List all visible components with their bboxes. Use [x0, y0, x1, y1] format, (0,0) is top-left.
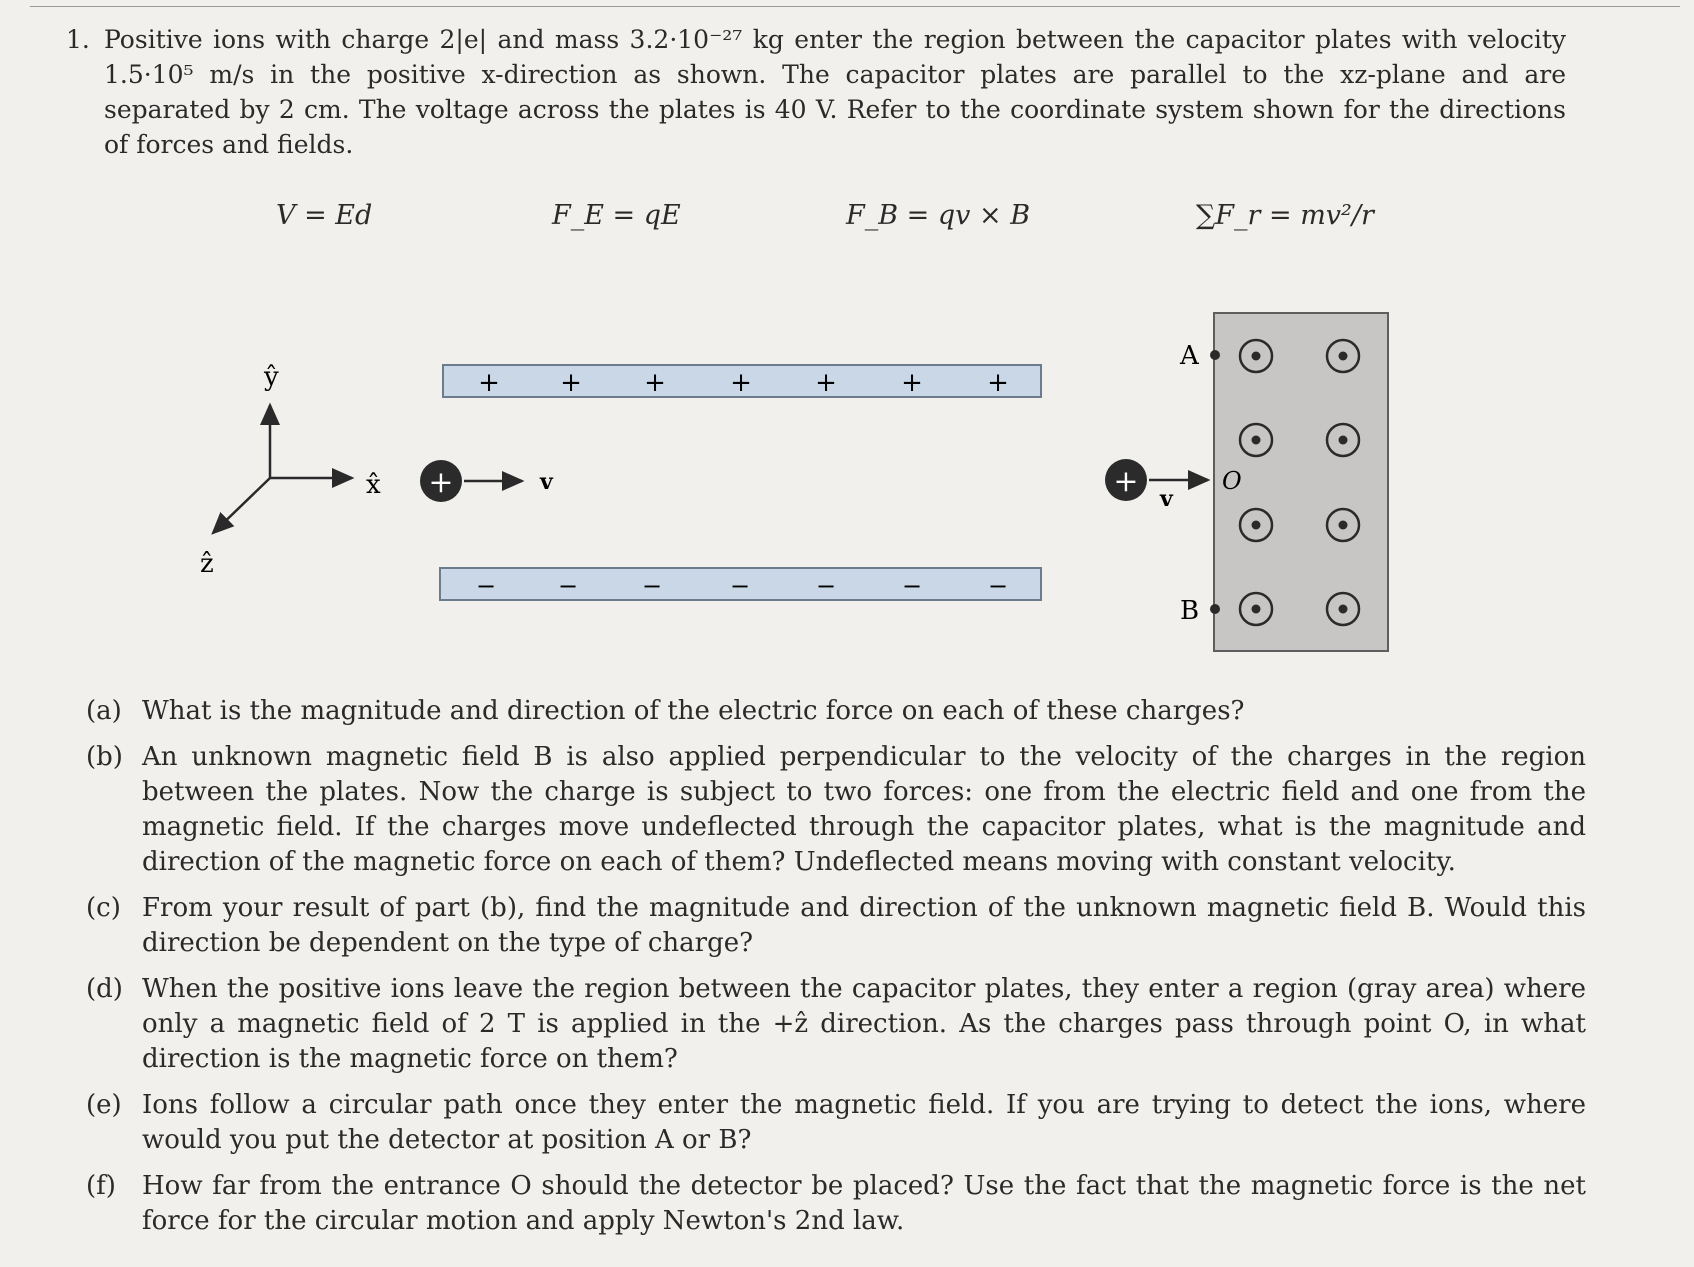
- ion-between-plates: [420, 460, 554, 502]
- minus-sign: −: [901, 572, 923, 600]
- negative-plate: [440, 568, 1041, 600]
- coordinate-axes: [200, 362, 381, 579]
- question-e: [86, 1088, 1586, 1158]
- question-b: [86, 740, 1586, 880]
- plus-sign: +: [478, 368, 500, 398]
- equation-electric-force: F_E = qE: [552, 200, 681, 231]
- axis-y-label: ŷ: [264, 362, 279, 392]
- plus-sign: +: [901, 368, 923, 398]
- minus-sign: −: [815, 572, 837, 600]
- question-text: When the positive ions leave the region between the capacitor plates, they enter a region (gray area) where only a magnetic field of 2 T is applied in the +ẑ direction. As the charges pass through point O, in what direction is the magnetic force on them?: [142, 974, 1586, 1074]
- plus-sign: +: [730, 368, 752, 398]
- velocity-label: v: [540, 469, 553, 495]
- question-list: [86, 694, 1586, 1250]
- question-c: [86, 891, 1586, 961]
- velocity-label: v: [1160, 486, 1173, 512]
- question-label: (c): [86, 893, 121, 923]
- minus-sign: −: [475, 572, 497, 600]
- plus-sign: +: [644, 368, 666, 398]
- plus-sign: +: [560, 368, 582, 398]
- minus-sign: −: [987, 572, 1009, 600]
- question-text: How far from the entrance O should the detector be placed? Use the fact that the magnetic force is the net force for the circular motion and apply Newton's 2nd law.: [142, 1171, 1586, 1236]
- question-a: [86, 694, 1586, 729]
- minus-sign: −: [729, 572, 751, 600]
- plus-sign: +: [987, 368, 1009, 398]
- ion-charge-symbol: +: [1113, 464, 1139, 499]
- axis-z-label: ẑ: [200, 549, 214, 579]
- ion-charge-symbol: +: [428, 465, 454, 500]
- question-text: From your result of part (b), find the magnitude and direction of the unknown magnetic field B. Would this direction be dependent on the type of charge?: [142, 893, 1586, 958]
- question-text: An unknown magnetic field B is also applied perpendicular to the velocity of the charges in the region between the plates. Now the charge is subject to two forces: one from the electric field and one from the magnetic field. If the charges move undeflected through the capacitor plates, what is the magnitude and direction of the magnetic force on each of them? Undeflected means moving with constant velocity.: [142, 742, 1586, 877]
- problem-intro: Positive ions with charge 2|e| and mass 3.2·10⁻²⁷ kg enter the region between the capacitor plates with velocity 1.5·10⁵ m/s in the positive x-direction as shown. The capacitor plates are parallel to the xz-plane and are separated by 2 cm. The voltage across the plates is 40 V. Refer to the coordinate system shown for the directions of forces and fields.: [104, 25, 1566, 159]
- equation-centripetal: ∑F_r = mv²/r: [1196, 200, 1374, 231]
- plus-sign: +: [815, 368, 837, 398]
- question-label: (a): [86, 696, 122, 726]
- question-text: What is the magnitude and direction of the electric force on each of these charges?: [142, 696, 1245, 726]
- equation-voltage: V = Ed: [276, 200, 373, 231]
- problem-number: 1.: [66, 25, 90, 54]
- ion-entering-field: [1105, 459, 1208, 512]
- equation-magnetic-force: F_B = qv × B: [846, 200, 1031, 231]
- question-label: (d): [86, 974, 123, 1004]
- axis-x-label: x̂: [366, 470, 381, 500]
- minus-sign: −: [557, 572, 579, 600]
- question-d: [86, 972, 1586, 1077]
- question-text: Ions follow a circular path once they enter the magnetic field. If you are trying to detect the ions, where would you put the detector at position A or B?: [142, 1090, 1586, 1155]
- origin-label: O: [1222, 467, 1242, 495]
- question-label: (b): [86, 742, 123, 772]
- point-b-label: B: [1180, 596, 1200, 626]
- question-f: [86, 1169, 1586, 1239]
- question-label: (f): [86, 1171, 116, 1201]
- point-a-label: A: [1180, 341, 1199, 371]
- minus-sign: −: [641, 572, 663, 600]
- positive-plate: [443, 365, 1041, 398]
- question-label: (e): [86, 1090, 122, 1120]
